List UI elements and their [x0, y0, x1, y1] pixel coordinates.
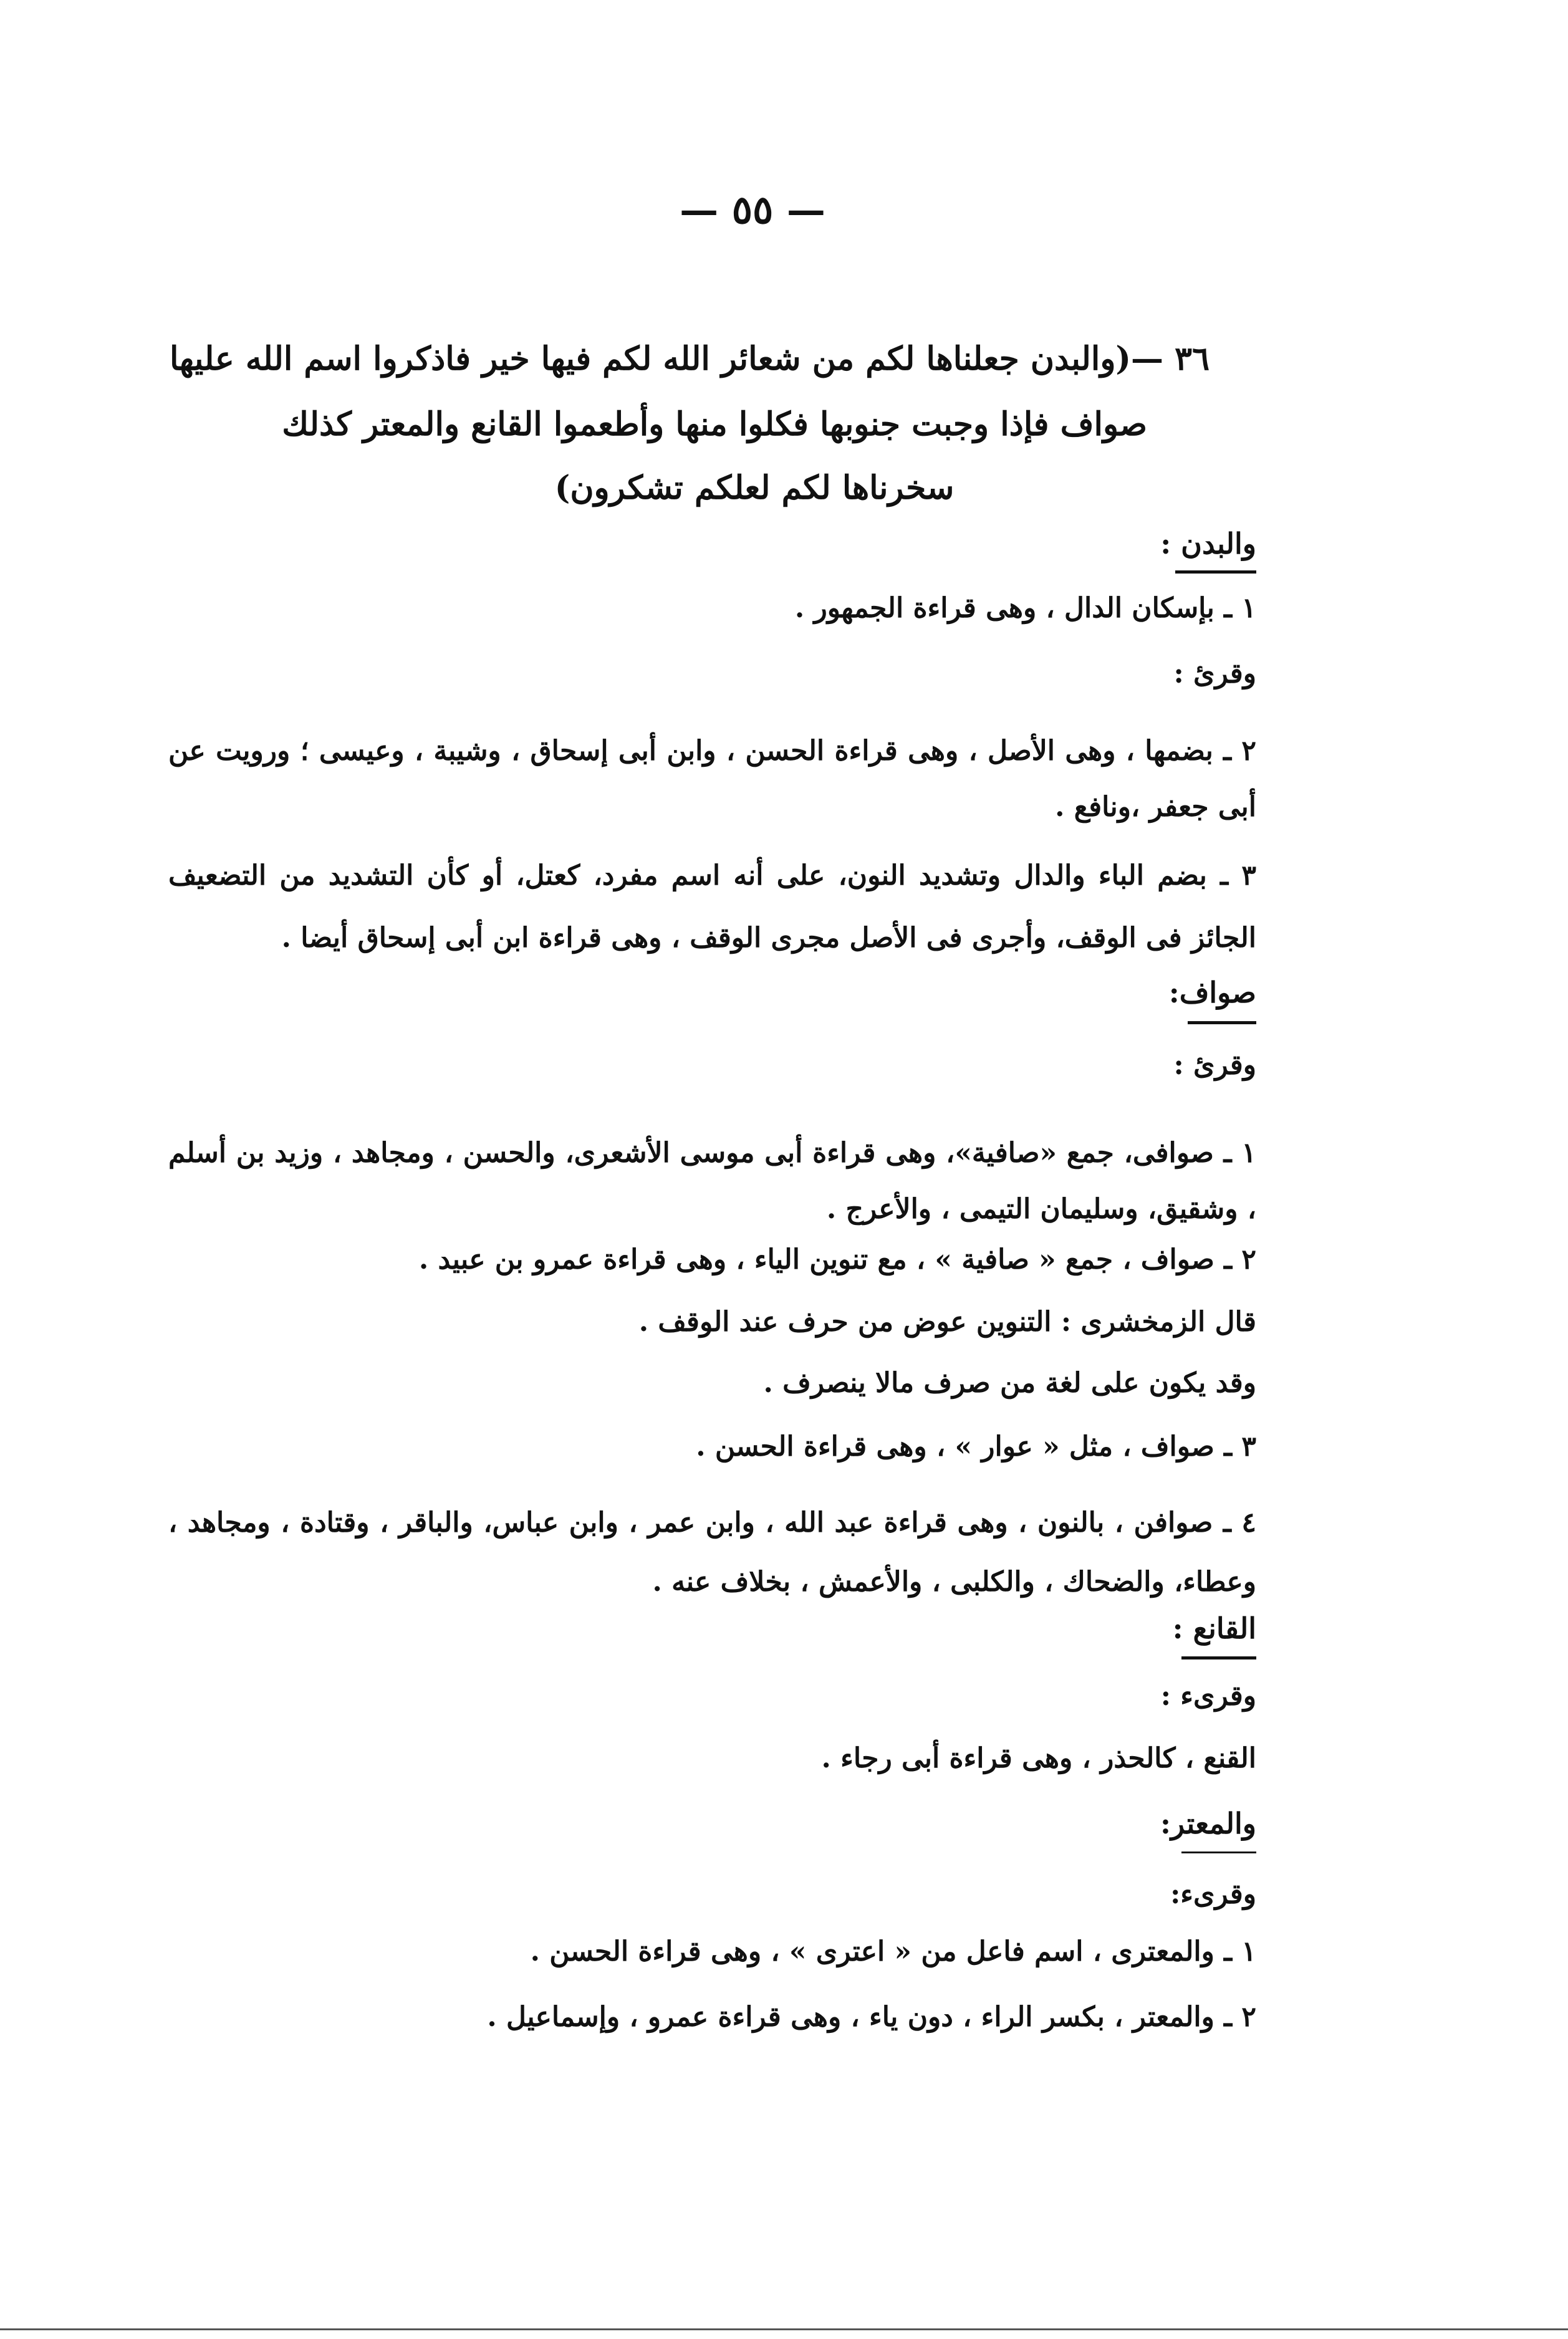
sawaf-item-3: ٣ ـ صواف ، مثل « عوار » ، وهى قراءة الحسن .	[696, 1431, 1256, 1462]
sawaf-item-1: ١ ـ صوافى، جمع «صافية»، وهى قراءة أبى موسى الأشعرى، والحسن ، ومجاهد ، وزيد بن أسلم ، وشقيق، وسليمان التيمى ، والأعرج .	[168, 1137, 1256, 1225]
sawaf-item-2: ٢ ـ صواف ، جمع « صافية » ، مع تنوين الياء ، وهى قراءة عمرو بن عبيد .	[418, 1244, 1256, 1275]
verse-line-1: ٣٦ —(والبدن جعلناها لكم من شعائر الله لكم فيها خير فاذكروا اسم الله عليها	[170, 340, 1210, 378]
verse-line-2: صواف فإذا وجبت جنوبها فكلوا منها وأطعموا القانع والمعتر كذلك	[282, 405, 1147, 443]
albudn-item-3: ٣ ـ بضم الباء والدال وتشديد النون، على أنه اسم مفرد، كعتل، أو كأن التشديد من التضعيف الجائز فى الوقف، وأجرى فى الأصل مجرى الوقف ، وهى قراءة ابن أبى إسحاق أيضا .	[168, 860, 1256, 954]
heading-underline	[1188, 1021, 1256, 1024]
page-bottom-edge	[0, 2328, 1568, 2330]
heading-underline	[1181, 1656, 1256, 1659]
sawaf-qura: وقرئ :	[1173, 1049, 1256, 1081]
sawaf-note-1: قال الزمخشرى : التنوين عوض من حرف عند الوقف .	[638, 1306, 1256, 1338]
alqani-item-1: القنع ، كالحذر ، وهى قراءة أبى رجاء .	[821, 1742, 1256, 1774]
almutarr-item-2: ٢ ـ والمعتر ، بكسر الراء ، دون ياء ، وهى قراءة عمرو ، وإسماعيل .	[487, 2001, 1256, 2033]
heading-underline	[1181, 1852, 1256, 1853]
verse-line-3: سخرناها لكم لعلكم تشكرون)	[554, 469, 955, 507]
page-number: — ٥٥ —	[680, 187, 825, 233]
almutarr-qura: وقرىء:	[1170, 1878, 1256, 1910]
sawaf-note-2: وقد يكون على لغة من صرف مالا ينصرف .	[763, 1367, 1256, 1399]
albudn-item-2: ٢ ـ بضمها ، وهى الأصل ، وهى قراءة الحسن ، وابن أبى إسحاق ، وشيبة ، وعيسى ؛ ورويت عن أبى جعفر ،ونافع .	[168, 735, 1256, 823]
alqani-qura: وقرىء :	[1160, 1680, 1256, 1712]
albudn-item-1: ١ ـ بإسكان الدال ، وهى قراءة الجمهور .	[794, 592, 1256, 624]
heading-alqani: القانع :	[1172, 1611, 1256, 1645]
heading-underline	[1175, 570, 1256, 574]
sawaf-item-4: ٤ ـ صوافن ، بالنون ، وهى قراءة عبد الله ، وابن عمر ، وابن عباس، والباقر ، وقتادة ، ومجاهد ، وعطاء، والضحاك ، والكلبى ، والأعمش ، بخلاف عنه .	[168, 1507, 1256, 1598]
heading-almutarr: والمعتر:	[1160, 1807, 1256, 1840]
albudn-qura: وقرئ :	[1173, 658, 1256, 689]
almutarr-item-1: ١ ـ والمعترى ، اسم فاعل من « اعترى » ، وهى قراءة الحسن .	[530, 1936, 1256, 1967]
heading-albudn: والبدن :	[1160, 527, 1256, 560]
heading-sawaf: صواف:	[1168, 976, 1256, 1009]
